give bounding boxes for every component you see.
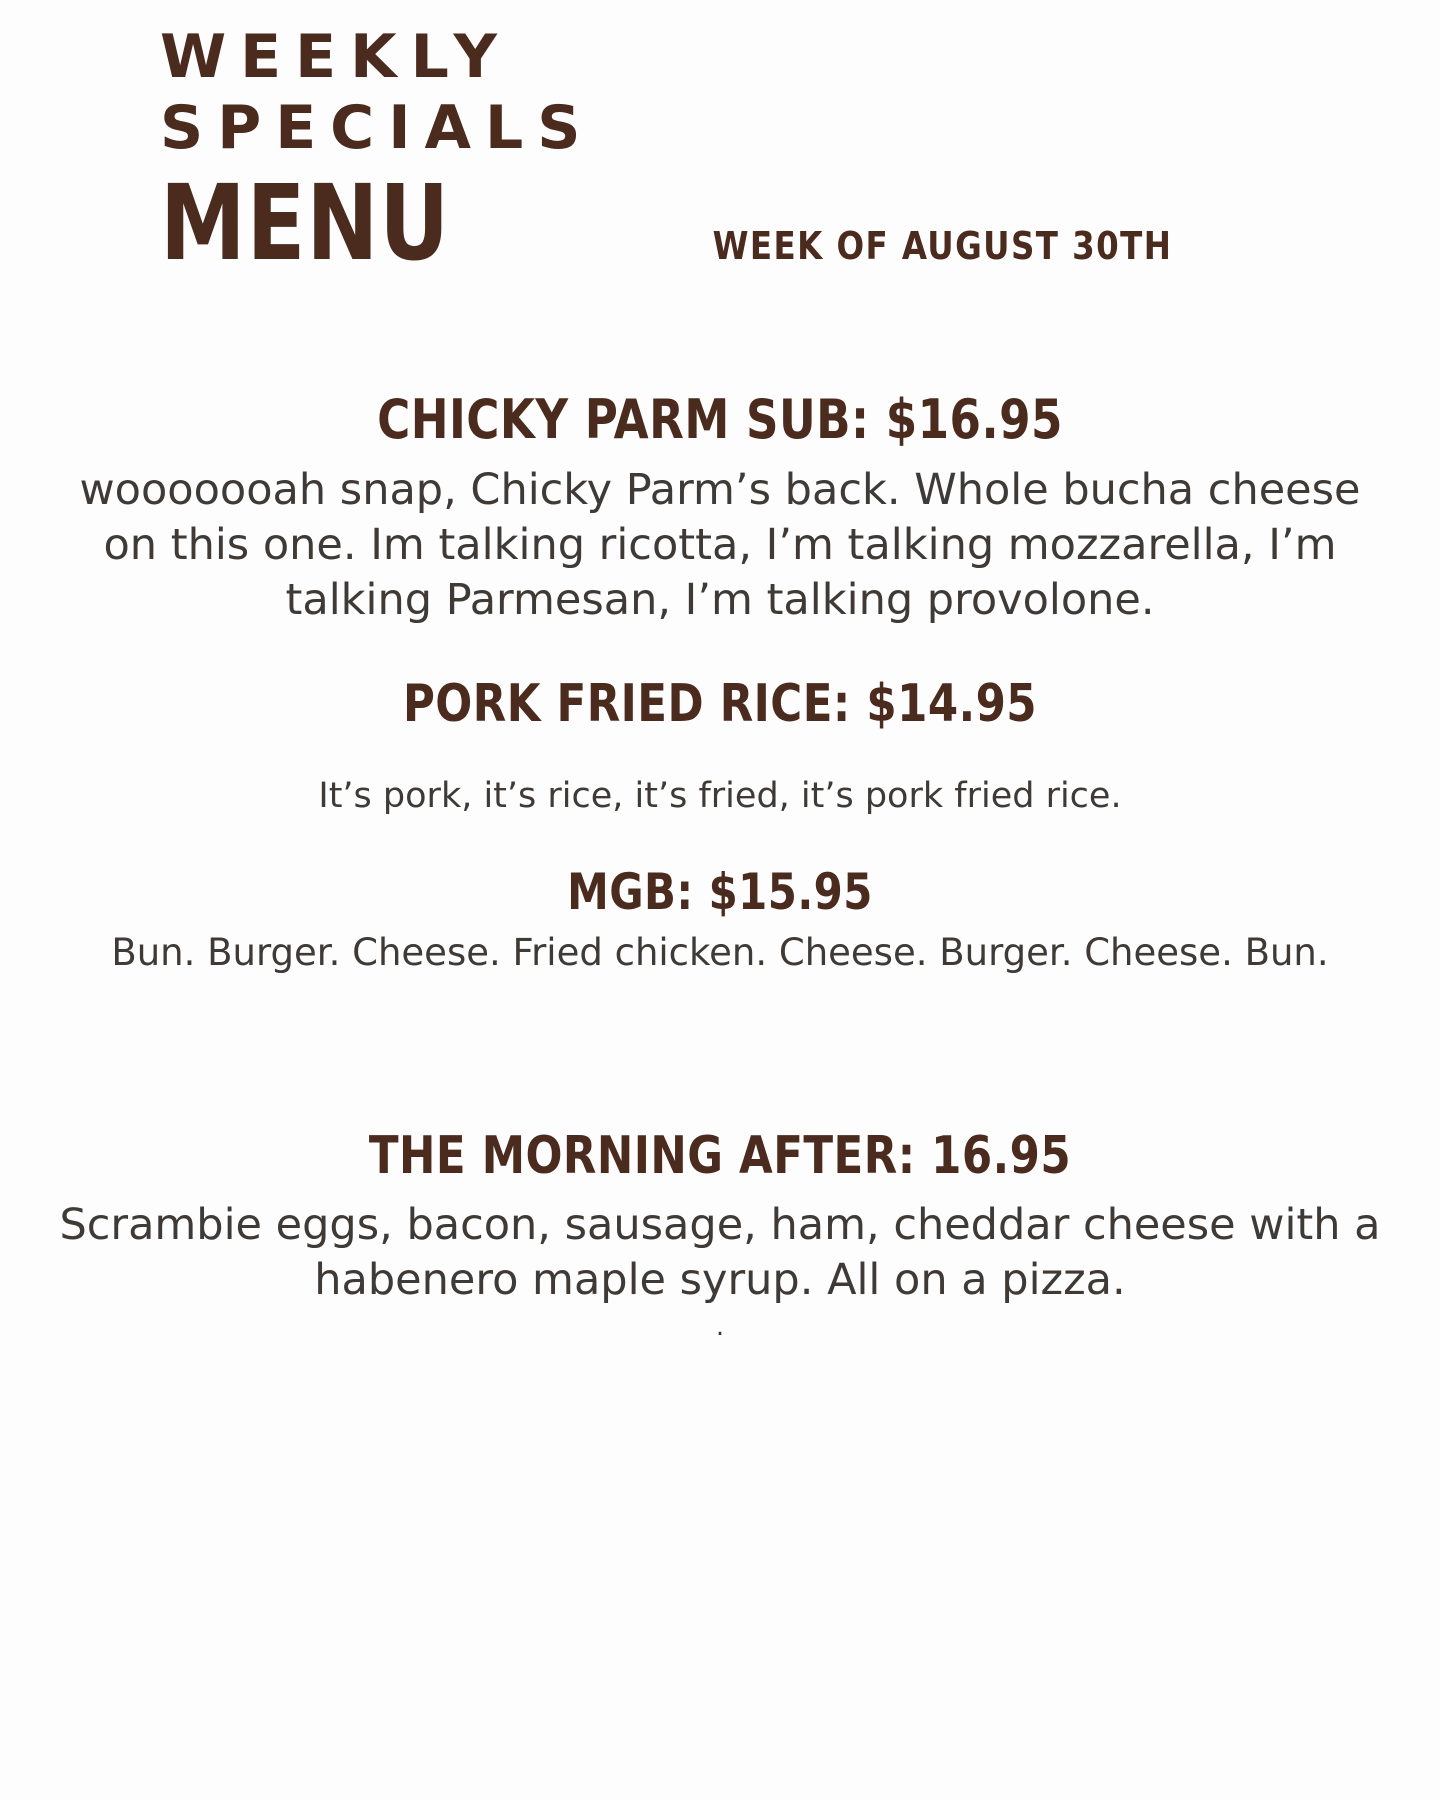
menu-item (28, 863, 1412, 976)
menu-item (28, 674, 1412, 819)
menu-item-description: It’s pork, it’s rice, it’s fried, it’s pork fried rice. (318, 775, 1122, 816)
menu-item-title: MGB: $15.95 (567, 862, 873, 921)
title-weekly: WEEKLY (160, 22, 511, 92)
menu-items-list (0, 387, 1440, 1342)
menu-item-description: Bun. Burger. Cheese. Fried chicken. Cheese. Burger. Cheese. Bun. (111, 930, 1329, 974)
menu-header (0, 0, 1440, 284)
title-specials: SPECIALS (160, 92, 595, 163)
menu-item (28, 1126, 1412, 1308)
menu-item-description: Scrambie eggs, bacon, sausage, ham, cheddar cheese with a habenero maple syrup. All on a pizza. (59, 1199, 1381, 1305)
menu-item-description: wooooooah snap, Chicky Parm’s back. Whole bucha cheese on this one. Im talking ricotta, I’m talking mozzarella, I’m talking Parmesan, I’m talking provolone. (79, 464, 1361, 625)
title-menu: MENU (160, 161, 451, 284)
week-of-label: WEEK OF AUGUST 30TH (712, 223, 1173, 268)
menu-item (28, 388, 1412, 628)
trailing-punctuation: . (715, 1311, 725, 1342)
menu-item-title: THE MORNING AFTER: 16.95 (368, 1125, 1072, 1186)
menu-item-title: PORK FRIED RICE: $14.95 (402, 673, 1038, 734)
menu-item-title: CHICKY PARM SUB: $16.95 (377, 387, 1063, 451)
